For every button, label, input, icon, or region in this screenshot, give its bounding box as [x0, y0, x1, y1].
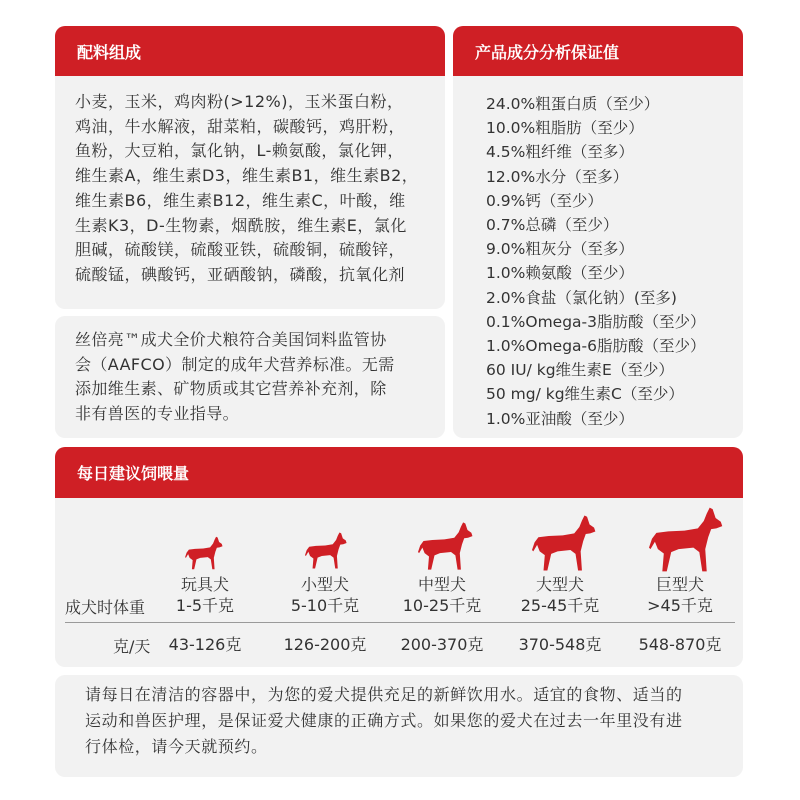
size-small [275, 574, 375, 616]
analysis-item: 4.5%粗纤维（至多） [486, 143, 634, 162]
ingredients-line: 胆碱，硫酸镁，硫酸亚铁，硫酸铜，硫酸锌， [75, 240, 406, 260]
advice-line: 请每日在清洁的容器中，为您的爱犬提供充足的新鲜饮用水。适宜的食物、适当的 [85, 685, 683, 704]
analysis-item: 24.0%粗蛋白质（至少） [486, 95, 660, 113]
size-weight: 5-10千克 [290, 596, 360, 615]
analysis-title: 产品成分分析保证值 [453, 26, 743, 76]
analysis-item: 0.9%钙（至少） [486, 191, 603, 210]
advice-panel [55, 675, 743, 777]
size-large [510, 574, 610, 616]
analysis-item: 1.0%Omega-6脂肪酸（至少） [486, 337, 706, 356]
size-weight: >45千克 [647, 596, 713, 615]
ingredients-line: 鸡油，牛水解液，甜菜粕，碳酸钙，鸡肝粉， [75, 116, 406, 136]
analysis-item: 0.7%总磷（至少） [486, 216, 619, 235]
large-dog-icon [532, 514, 596, 572]
ingredients-list [55, 76, 445, 288]
ingredients-line: 维生素B6，维生素B12，维生素C，叶酸，维 [75, 190, 406, 210]
amount-large: 370-548克 [518, 635, 602, 654]
analysis-item: 1.0%亚油酸（至少） [486, 409, 634, 428]
aafco-line: 非有兽医的专业指导。 [75, 404, 240, 424]
size-medium [392, 574, 492, 616]
ingredients-line: 生素K3，D-生物素，烟酰胺，维生素E，氯化 [75, 215, 407, 235]
size-weight: 1-5千克 [175, 596, 235, 615]
amount-small: 126-200克 [283, 635, 367, 654]
ingredients-panel [55, 26, 445, 309]
amount-medium: 200-370克 [400, 635, 484, 654]
analysis-item: 1.0%赖氨酸（至少） [486, 264, 634, 283]
advice-line: 运动和兽医护理，是保证爱犬健康的正确方式。如果您的爱犬在过去一年里没有进 [85, 711, 683, 730]
guaranteed-analysis-panel [453, 26, 743, 438]
aafco-statement [55, 316, 445, 427]
advice-text [55, 675, 743, 760]
ingredients-title: 配料组成 [55, 26, 445, 76]
size-name: 小型犬 [300, 575, 349, 594]
analysis-item: 10.0%粗脂肪（至少） [486, 119, 644, 138]
size-name: 巨型犬 [655, 575, 704, 594]
aafco-statement-panel [55, 316, 445, 438]
analysis-list [453, 76, 743, 431]
feeding-guide-panel [55, 447, 743, 667]
analysis-item: 12.0%水分（至多） [486, 167, 629, 186]
ingredients-line: 硫酸锰，碘酸钙，亚硒酸钠，磷酸，抗氧化剂 [75, 264, 406, 284]
weight-row-label: 成犬时体重 [65, 598, 146, 617]
small-dog-icon [305, 531, 347, 570]
size-giant [630, 574, 730, 616]
amount-toy: 43-126克 [168, 635, 242, 654]
medium-dog-icon [418, 521, 473, 571]
ingredients-line: 鱼粉，大豆粕，氯化钠，L-赖氨酸，氯化钾， [75, 141, 404, 161]
ingredients-line: 维生素A，维生素D3，维生素B1，维生素B2， [75, 166, 419, 186]
toy-dog-icon [185, 536, 223, 570]
analysis-item: 0.1%Omega-3脂肪酸（至少） [486, 312, 706, 331]
aafco-line: 会（AAFCO）制定的成年犬营养标准。无需 [75, 354, 395, 374]
table-divider [65, 622, 735, 623]
analysis-item: 2.0%食盐（氯化钠）(至多) [486, 288, 677, 307]
feeding-table [55, 498, 743, 667]
size-weight: 10-25千克 [402, 596, 482, 615]
analysis-item: 9.0%粗灰分（至多） [486, 240, 634, 259]
aafco-line: 丝倍亮™成犬全价犬粮符合美国饲料监管协 [75, 330, 387, 349]
size-toy [155, 574, 255, 616]
size-name: 中型犬 [417, 575, 466, 594]
aafco-line: 添加维生素、矿物质或其它营养补充剂，除 [75, 379, 387, 399]
size-name: 大型犬 [535, 575, 584, 594]
size-name: 玩具犬 [180, 575, 229, 594]
amount-giant: 548-870克 [638, 635, 722, 654]
ingredients-line: 小麦，玉米，鸡肉粉(>12%)，玉米蛋白粉， [75, 92, 404, 111]
feeding-title: 每日建议饲喂量 [55, 447, 743, 498]
analysis-item: 50 mg/ kg维生素C（至少） [486, 385, 684, 404]
advice-line: 行体检，请今天就预约。 [85, 737, 268, 756]
giant-dog-icon [649, 506, 723, 573]
size-weight: 25-45千克 [520, 596, 600, 615]
analysis-item: 60 IU/ kg维生素E（至少） [486, 361, 674, 380]
amount-row-label: 克/天 [113, 637, 151, 656]
